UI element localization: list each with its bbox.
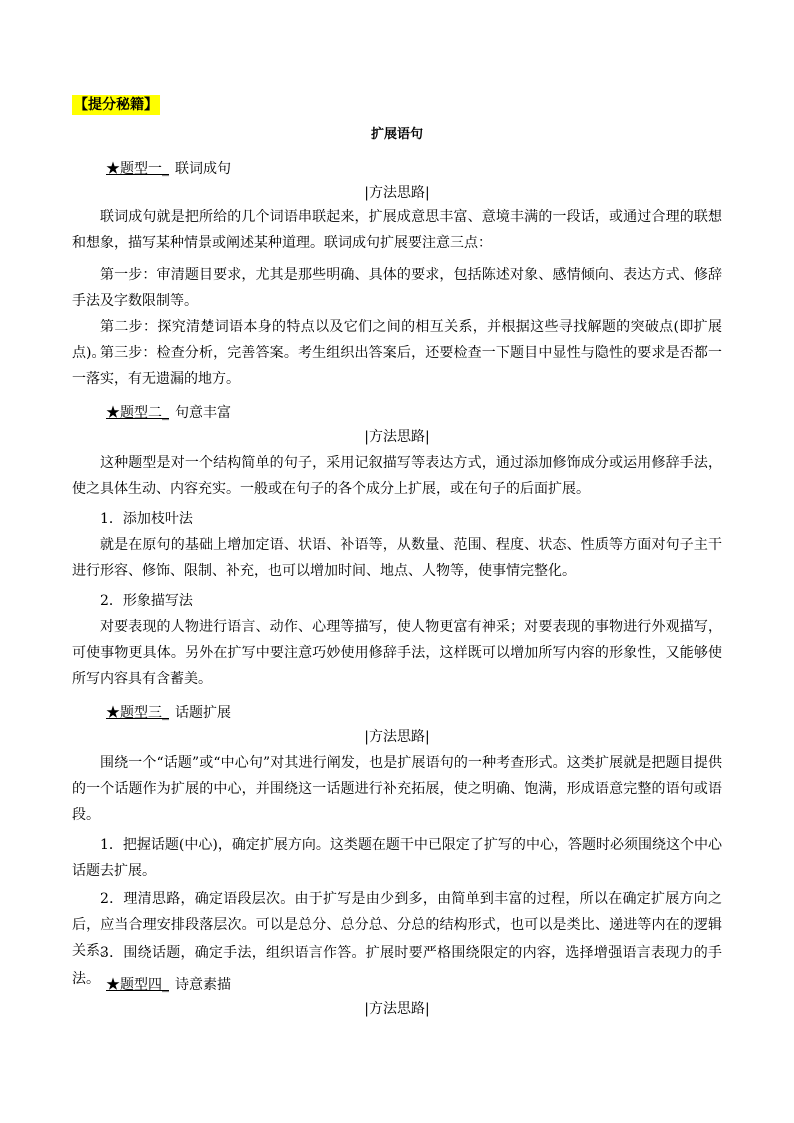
- method-heading-1: |方法思路|: [364, 185, 430, 201]
- section-name: 联词成句: [175, 161, 231, 177]
- page-title: 扩展语句: [370, 127, 423, 142]
- paragraph: 2．理清思路，确定语段层次。由于扩写是由少到多，由简单到丰富的过程，所以在确定扩展方向之后，应当合理安排段落层次。可以是总分、总分总、分总的结构形式，也可以是类比、递进等内在的逻辑关系。: [72, 891, 722, 959]
- method-heading-4: |方法思路|: [364, 1001, 430, 1017]
- section-label: 题型四: [120, 977, 162, 993]
- section-heading-1: ★题型一_ 联词成句: [106, 161, 231, 177]
- section-name: 话题扩展: [175, 705, 231, 721]
- section-heading-3: ★题型三_ 话题扩展: [106, 705, 231, 721]
- tips-badge: 【提分秘籍】: [74, 97, 158, 113]
- section-label: 题型三: [120, 705, 162, 721]
- paragraph: 对要表现的人物进行语言、动作、心理等描写，使人物更富有神采；对要表现的事物进行外观描写，可使事物更具体。另外在扩写中要注意巧妙使用修辞手法，这样既可以增加所写内容的形象性，又能够使所写内容具有含蓄美。: [72, 619, 722, 687]
- section-label: 题型一: [120, 161, 162, 177]
- paragraph: 1．把握话题(中心)，确定扩展方向。这类题在题干中已限定了扩写的中心，答题时必须围绕这个中心话题去扩展。: [72, 837, 722, 879]
- paragraph: 联词成句就是把所给的几个词语串联起来，扩展成意思丰富、意境丰满的一段话，或通过合理的联想和想象，描写某种情景或阐述某种道理。联词成句扩展要注意三点：: [72, 209, 722, 251]
- section-label: 题型二: [120, 405, 162, 421]
- section-heading-4: ★题型四_ 诗意素描: [106, 977, 231, 993]
- method-heading-3: |方法思路|: [364, 729, 430, 745]
- method-heading-2: |方法思路|: [364, 429, 430, 445]
- star-icon: ★: [106, 161, 120, 177]
- section-name: 诗意素描: [175, 977, 231, 993]
- paragraph: 第一步：审清题目要求，尤其是那些明确、具体的要求，包括陈述对象、感情倾向、表达方式、修辞手法及字数限制等。: [72, 267, 722, 309]
- star-icon: ★: [106, 977, 120, 993]
- section-name: 句意丰富: [175, 405, 231, 421]
- paragraph: 这种题型是对一个结构简单的句子，采用记叙描写等表达方式，通过添加修饰成分或运用修辞手法，使之具体生动、内容充实。一般或在句子的各个成分上扩展，或在句子的后面扩展。: [72, 455, 722, 497]
- paragraph: 1．添加枝叶法: [100, 511, 193, 527]
- paragraph: 就是在原句的基础上增加定语、状语、补语等，从数量、范围、程度、状态、性质等方面对句子主干进行形容、修饰、限制、补充，也可以增加时间、地点、人物等，使事情完整化。: [72, 537, 722, 579]
- section-heading-2: ★题型二_ 句意丰富: [106, 405, 231, 421]
- paragraph: 3．围绕话题，确定手法，组织语言作答。扩展时要严格围绕限定的内容，选择增强语言表现力的手法。: [72, 945, 722, 987]
- paragraph: 第二步：探究清楚词语本身的特点以及它们之间的相互关系，并根据这些寻找解题的突破点(即扩展点)。: [72, 319, 722, 361]
- paragraph: 第三步：检查分析，完善答案。考生组织出答案后，还要检查一下题目中显性与隐性的要求是否都一一落实，有无遗漏的地方。: [72, 345, 722, 387]
- paragraph: 围绕一个“话题”或“中心句”对其进行阐发，也是扩展语句的一种考查形式。这类扩展就是把题目提供的一个话题作为扩展的中心，并围绕这一话题进行补充拓展，使之明确、饱满，形成语意完整的语句或语段。: [72, 755, 722, 823]
- star-icon: ★: [106, 705, 120, 721]
- paragraph: 2．形象描写法: [100, 593, 193, 609]
- star-icon: ★: [106, 405, 120, 421]
